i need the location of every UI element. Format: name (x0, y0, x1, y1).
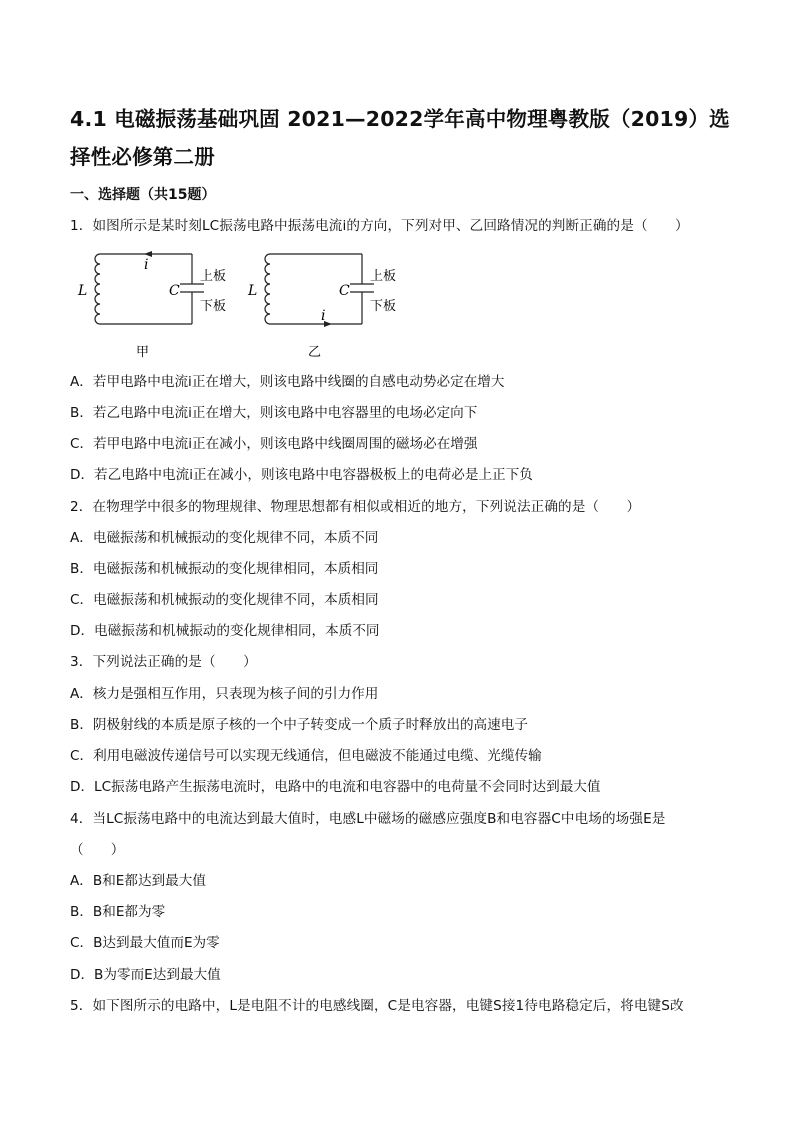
upper-plate-label-yi: 上板 (370, 269, 397, 284)
caption-jia: 甲 (136, 345, 150, 360)
question-4-stem-continued: （ ） (70, 842, 125, 858)
circuit-yi (265, 254, 374, 324)
capacitor-label-jia: C (169, 283, 180, 299)
upper-plate-label-jia: 上板 (200, 269, 227, 284)
circuit-jia (95, 254, 204, 324)
document-title: 4.1 电磁振荡基础巩固 2021—2022学年高中物理粤教版（2019）选择性必修第二册 (70, 107, 730, 169)
lower-plate-label-jia: 下板 (200, 299, 227, 314)
current-label-jia: i (144, 257, 149, 273)
question-3-stem: 3．下列说法正确的是（ ） (70, 654, 257, 670)
q4-option-c: C．B达到最大值而E为零 (70, 935, 220, 951)
q3-option-c: C．利用电磁波传递信号可以实现无线通信，但电磁波不能通过电缆、光缆传输 (70, 748, 542, 764)
capacitor-label-yi: C (339, 283, 350, 299)
lower-plate-label-yi: 下板 (370, 299, 397, 314)
q1-option-a: A．若甲电路中电流i正在增大，则该电路中线圈的自感电动势必定在增大 (70, 374, 505, 390)
question-2-stem: 2．在物理学中很多的物理规律、物理思想都有相似或相近的地方，下列说法正确的是（ ） (70, 499, 641, 515)
section-heading: 一、选择题（共15题） (70, 187, 216, 203)
q3-option-d: D．LC振荡电路产生振荡电流时，电路中的电流和电容器中的电荷量不会同时达到最大值 (70, 779, 601, 795)
inductor-label-jia: L (78, 283, 88, 299)
q3-option-a: A．核力是强相互作用，只表现为核子间的引力作用 (70, 686, 379, 702)
question-1-stem: 1．如图所示是某时刻LC振荡电路中振荡电流i的方向，下列对甲、乙回路情况的判断正确的是（ ） (70, 218, 689, 234)
q1-option-b: B．若乙电路中电流i正在增大，则该电路中电容器里的电场必定向下 (70, 405, 478, 421)
q2-option-d: D．电磁振荡和机械振动的变化规律相同，本质不同 (70, 623, 380, 639)
q2-option-a: A．电磁振荡和机械振动的变化规律不同，本质不同 (70, 530, 379, 546)
q3-option-b: B．阴极射线的本质是原子核的一个中子转变成一个质子时释放出的高速电子 (70, 717, 528, 733)
q4-option-d: D．B为零而E达到最大值 (70, 967, 221, 983)
inductor-label-yi: L (248, 283, 258, 299)
q2-option-b: B．电磁振荡和机械振动的变化规律相同，本质相同 (70, 561, 379, 577)
q2-option-c: C．电磁振荡和机械振动的变化规律不同，本质相同 (70, 592, 379, 608)
caption-yi: 乙 (308, 345, 322, 360)
q1-option-c: C．若甲电路中电流i正在减小，则该电路中线圈周围的磁场必在增强 (70, 436, 478, 452)
current-label-yi: i (321, 308, 326, 324)
q4-option-b: B．B和E都为零 (70, 904, 166, 920)
lc-circuit-figure (70, 246, 410, 364)
q1-option-d: D．若乙电路中电流i正在减小，则该电路中电容器极板上的电荷必是上正下负 (70, 467, 533, 483)
q4-option-a: A．B和E都达到最大值 (70, 873, 206, 889)
question-5-stem: 5．如下图所示的电路中，L是电阻不计的电感线圈，C是电容器，电键S接1待电路稳定后，将电键S改 (70, 998, 684, 1014)
question-4-stem: 4．当LC振荡电路中的电流达到最大值时，电感L中磁场的磁感应强度B和电容器C中电场的场强E是 (70, 811, 666, 827)
